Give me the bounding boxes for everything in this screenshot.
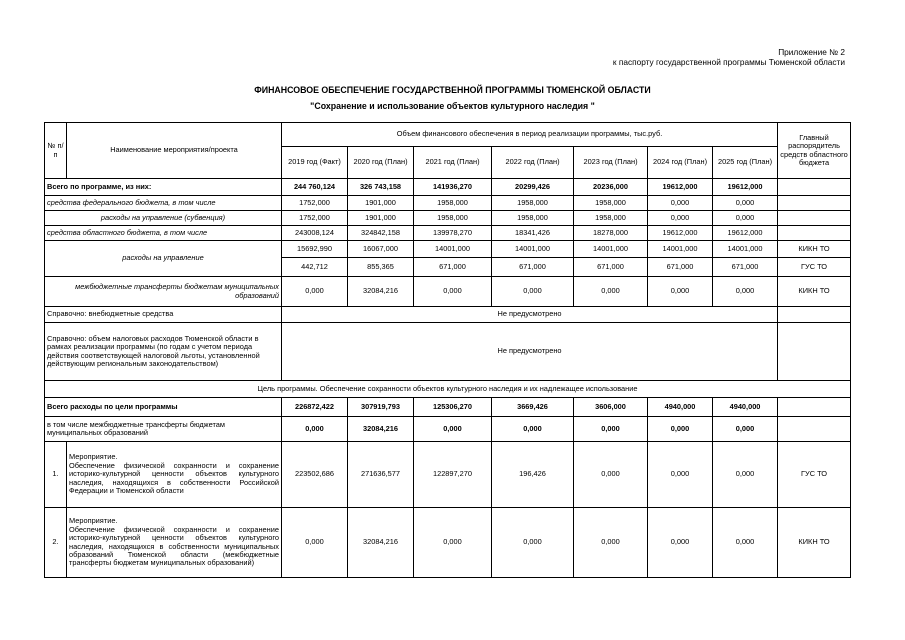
cell: 32084,216 <box>348 277 414 307</box>
measure-title: Мероприятие. <box>69 516 118 526</box>
cell: 1752,000 <box>282 211 348 226</box>
cell: 671,000 <box>648 258 713 277</box>
cell: 0,000 <box>648 417 713 442</box>
cell: 4940,000 <box>713 398 778 417</box>
cell-manager <box>778 226 851 241</box>
cell: 0,000 <box>574 508 648 578</box>
cell: 326 743,158 <box>348 179 414 196</box>
row-label: средства федерального бюджета, в том числе <box>45 196 282 211</box>
cell-manager <box>778 398 851 417</box>
cell: 0,000 <box>414 417 492 442</box>
cell: 3669,426 <box>492 398 574 417</box>
cell: 0,000 <box>282 508 348 578</box>
year-2020: 2020 год (План) <box>348 147 414 179</box>
year-2024: 2024 год (План) <box>648 147 713 179</box>
row-label: расходы на управление <box>45 241 282 277</box>
year-2025: 2025 год (План) <box>713 147 778 179</box>
cell: 855,365 <box>348 258 414 277</box>
measure-title: Мероприятие. <box>69 452 118 462</box>
cell: 14001,000 <box>713 241 778 258</box>
cell: 244 760,124 <box>282 179 348 196</box>
cell: 141936,270 <box>414 179 492 196</box>
cell: 243008,124 <box>282 226 348 241</box>
cell: 1901,000 <box>348 196 414 211</box>
cell: 1958,000 <box>492 211 574 226</box>
cell: 0,000 <box>713 211 778 226</box>
cell-manager: КИКН ТО <box>778 277 851 307</box>
cell: 0,000 <box>713 417 778 442</box>
cell-manager: КИКН ТО <box>778 241 851 258</box>
cell: 32084,216 <box>348 508 414 578</box>
cell-manager: КИКН ТО <box>778 508 851 578</box>
row-label: средства областного бюджета, в том числе <box>45 226 282 241</box>
row-goal-transfers <box>45 417 851 442</box>
cell: 18278,000 <box>574 226 648 241</box>
header-manager: Главный распорядитель средств областного бюджета <box>778 123 851 179</box>
cell: 0,000 <box>492 417 574 442</box>
cell: 0,000 <box>282 417 348 442</box>
row-federal <box>45 196 851 211</box>
year-2019: 2019 год (Факт) <box>282 147 348 179</box>
cell: 3606,000 <box>574 398 648 417</box>
cell: 0,000 <box>713 196 778 211</box>
header-name: Наименование мероприятия/проекта <box>67 123 282 179</box>
cell-manager <box>778 307 851 323</box>
cell: 223502,686 <box>282 442 348 508</box>
cell-manager <box>778 323 851 381</box>
cell-manager <box>778 417 851 442</box>
row-label: в том числе межбюджетные трансферты бюджетам муниципальных образований <box>45 417 282 442</box>
cell: 19612,000 <box>713 179 778 196</box>
cell-manager <box>778 211 851 226</box>
measure-text: Обеспечение физической сохранности и сохранение историко-культурной ценности объектов культурного наследия, находящихся в собственности муниципальных образований Тюменской области (межбюджетные трансферты бюджетам муниципальных образований) <box>69 524 279 568</box>
document-title: ФИНАНСОВОЕ ОБЕСПЕЧЕНИЕ ГОСУДАРСТВЕННОЙ ПРОГРАММЫ ТЮМЕНСКОЙ ОБЛАСТИ <box>254 85 651 95</box>
cell: 226872,422 <box>282 398 348 417</box>
cell: 125306,270 <box>414 398 492 417</box>
cell-merged: Не предусмотрено <box>282 323 778 381</box>
cell: 271636,577 <box>348 442 414 508</box>
row-subvention <box>45 211 851 226</box>
cell: 0,000 <box>574 442 648 508</box>
cell: 20299,426 <box>492 179 574 196</box>
row-label: межбюджетные трансферты бюджетам муниципальных образований <box>45 277 282 307</box>
year-2022: 2022 год (План) <box>492 147 574 179</box>
cell: 1958,000 <box>414 196 492 211</box>
row-num: 1. <box>45 442 67 508</box>
cell: 0,000 <box>414 277 492 307</box>
year-2023: 2023 год (План) <box>574 147 648 179</box>
cell: 1958,000 <box>574 196 648 211</box>
cell: 0,000 <box>574 277 648 307</box>
cell-manager <box>778 196 851 211</box>
row-measure-1 <box>45 442 851 508</box>
cell: 0,000 <box>713 442 778 508</box>
cell: 0,000 <box>492 508 574 578</box>
cell: 15692,990 <box>282 241 348 258</box>
cell: 442,712 <box>282 258 348 277</box>
cell: 16067,000 <box>348 241 414 258</box>
document-subtitle: "Сохранение и использование объектов культурного наследия " <box>310 101 595 111</box>
cell: 19612,000 <box>648 226 713 241</box>
row-measure-2 <box>45 508 851 578</box>
row-label: Всего по программе, из них: <box>45 179 282 196</box>
cell: 14001,000 <box>648 241 713 258</box>
row-total <box>45 179 851 196</box>
row-tax <box>45 323 851 381</box>
cell: 0,000 <box>648 442 713 508</box>
cell: 0,000 <box>574 417 648 442</box>
cell: 1958,000 <box>414 211 492 226</box>
row-goal-total <box>45 398 851 417</box>
cell: 14001,000 <box>414 241 492 258</box>
header-volume: Объем финансового обеспечения в период реализации программы, тыс.руб. <box>282 123 778 147</box>
cell: 1901,000 <box>348 211 414 226</box>
row-label: Справочно: объем налоговых расходов Тюменской области в рамках реализации программы (по годам с учетом периода действия соответствующей налоговой льготы, установленной действующим региональным законодательством) <box>45 323 282 381</box>
cell: 4940,000 <box>648 398 713 417</box>
cell: 20236,000 <box>574 179 648 196</box>
cell: 0,000 <box>713 277 778 307</box>
row-label <box>67 508 282 578</box>
year-2021: 2021 год (План) <box>414 147 492 179</box>
row-management-a <box>45 241 851 258</box>
row-transfers <box>45 277 851 307</box>
cell: 671,000 <box>492 258 574 277</box>
cell: 196,426 <box>492 442 574 508</box>
cell: 14001,000 <box>574 241 648 258</box>
cell: 0,000 <box>282 277 348 307</box>
row-label: Справочно: внебюджетные средства <box>45 307 282 323</box>
cell: 122897,270 <box>414 442 492 508</box>
row-offbudget <box>45 307 851 323</box>
cell: 307919,793 <box>348 398 414 417</box>
row-regional <box>45 226 851 241</box>
cell: 1752,000 <box>282 196 348 211</box>
row-label: Всего расходы по цели программы <box>45 398 282 417</box>
header-num: № п/п <box>45 123 67 179</box>
cell: 1958,000 <box>492 196 574 211</box>
row-goal <box>45 381 851 398</box>
cell: 0,000 <box>648 508 713 578</box>
cell: 0,000 <box>414 508 492 578</box>
goal-text: Цель программы. Обеспечение сохранности объектов культурного наследия и их надлежащее использование <box>45 381 851 398</box>
row-label <box>67 442 282 508</box>
appendix-line2: к паспорту государственной программы Тюменской области <box>612 57 845 67</box>
cell: 1958,000 <box>574 211 648 226</box>
cell: 671,000 <box>414 258 492 277</box>
finance-table <box>44 122 851 578</box>
cell: 671,000 <box>713 258 778 277</box>
row-label: расходы на управление (субвенция) <box>45 211 282 226</box>
cell: 19612,000 <box>713 226 778 241</box>
appendix-note <box>613 47 845 67</box>
cell: 0,000 <box>713 508 778 578</box>
cell: 0,000 <box>492 277 574 307</box>
cell: 0,000 <box>648 211 713 226</box>
cell: 19612,000 <box>648 179 713 196</box>
appendix-line1: Приложение № 2 <box>778 47 845 57</box>
cell-manager: ГУС ТО <box>778 258 851 277</box>
cell-manager: ГУС ТО <box>778 442 851 508</box>
row-num: 2. <box>45 508 67 578</box>
measure-text: Обеспечение физической сохранности и сохранение историко-культурной ценности объектов культурного наследия, находящихся в собственности Российской Федерации и Тюменской области <box>69 460 279 496</box>
cell: 0,000 <box>648 277 713 307</box>
cell: 32084,216 <box>348 417 414 442</box>
cell: 324842,158 <box>348 226 414 241</box>
cell: 139978,270 <box>414 226 492 241</box>
cell: 0,000 <box>648 196 713 211</box>
cell: 18341,426 <box>492 226 574 241</box>
cell-manager <box>778 179 851 196</box>
cell-merged: Не предусмотрено <box>282 307 778 323</box>
cell: 671,000 <box>574 258 648 277</box>
cell: 14001,000 <box>492 241 574 258</box>
